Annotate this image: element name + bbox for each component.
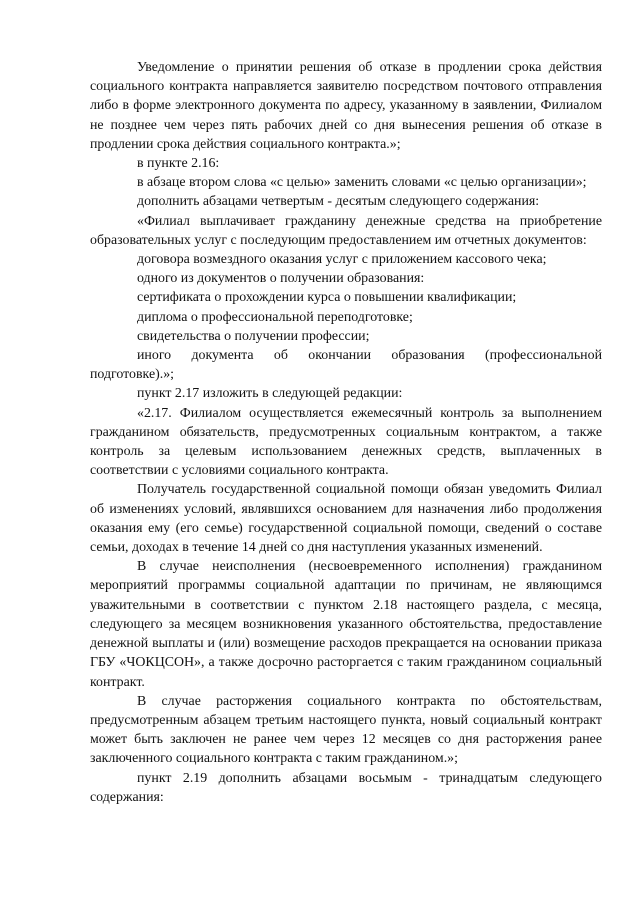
paragraph: иного документа об окончании образования (профессиональной подготовке).»;: [90, 348, 602, 383]
paragraph: в абзаце втором слова «с целью» заменить словами «с целью организации»;: [137, 175, 587, 191]
paragraph: сертификата о прохождении курса о повышении квалификации;: [137, 290, 517, 306]
paragraph: Уведомление о принятии решения об отказе в продлении срока действия социального контракта направляется заявителю посредством почтового отправления либо в форме электронного документа по адресу, указанному в заявлении, Филиалом не позднее чем через пять рабочих дней со дня вынесения решения об отказе в продлении срока действия социального контракта.»;: [90, 60, 602, 152]
paragraph: пункт 2.17 изложить в следующей редакции:: [137, 386, 403, 402]
paragraph: пункт 2.19 дополнить абзацами восьмым - тринадцатым следующего содержания:: [90, 770, 602, 805]
paragraph: свидетельства о получении профессии;: [137, 328, 370, 344]
paragraph: одного из документов о получении образования:: [137, 271, 425, 287]
paragraph: договора возмездного оказания услуг с приложением кассового чека;: [137, 252, 547, 268]
paragraph: В случае расторжения социального контракта по обстоятельствам, предусмотренным абзацем третьим настоящего пункта, новый социальный контракт может быть заключен не ранее чем через 12 месяцев со дня расторжения ранее заключенного социального контракта с таким гражданином.»;: [90, 693, 602, 767]
paragraph: дополнить абзацами четвертым - десятым следующего содержания:: [137, 194, 540, 210]
paragraph: «2.17. Филиалом осуществляется ежемесячный контроль за выполнением гражданином обязательств, предусмотренных социальным контрактом, а также контроль за целевым использованием денежных средств, выплаченных в соответствии с условиями социального контракта.: [90, 405, 602, 479]
paragraph: В случае неисполнения (несвоевременного исполнения) гражданином мероприятий программы социальной адаптации по причинам, не являющимся уважительными в соответствии с пунктом 2.18 настоящего раздела, с месяца, следующего за месяцем возникновения указанного обстоятельства, предоставление денежной выплаты и (или) возмещение расходов прекращается на основании приказа ГБУ «ЧОКЦСОН», а также досрочно расторгается с таким гражданином социальный контракт.: [90, 559, 602, 690]
document-page: [90, 58, 602, 807]
paragraph: в пункте 2.16:: [137, 156, 220, 172]
paragraph: Получатель государственной социальной помощи обязан уведомить Филиал об изменениях условий, являвшихся основанием для назначения либо продолжения оказания ему (его семье) государственной социальной помощи, сведений о составе семьи, доходах в течение 14 дней со дня наступления указанных изменений.: [90, 482, 602, 556]
paragraph: диплома о профессиональной переподготовке;: [137, 309, 413, 325]
paragraph: «Филиал выплачивает гражданину денежные средства на приобретение образовательных услуг с последующим предоставлением им отчетных документов:: [90, 213, 602, 248]
